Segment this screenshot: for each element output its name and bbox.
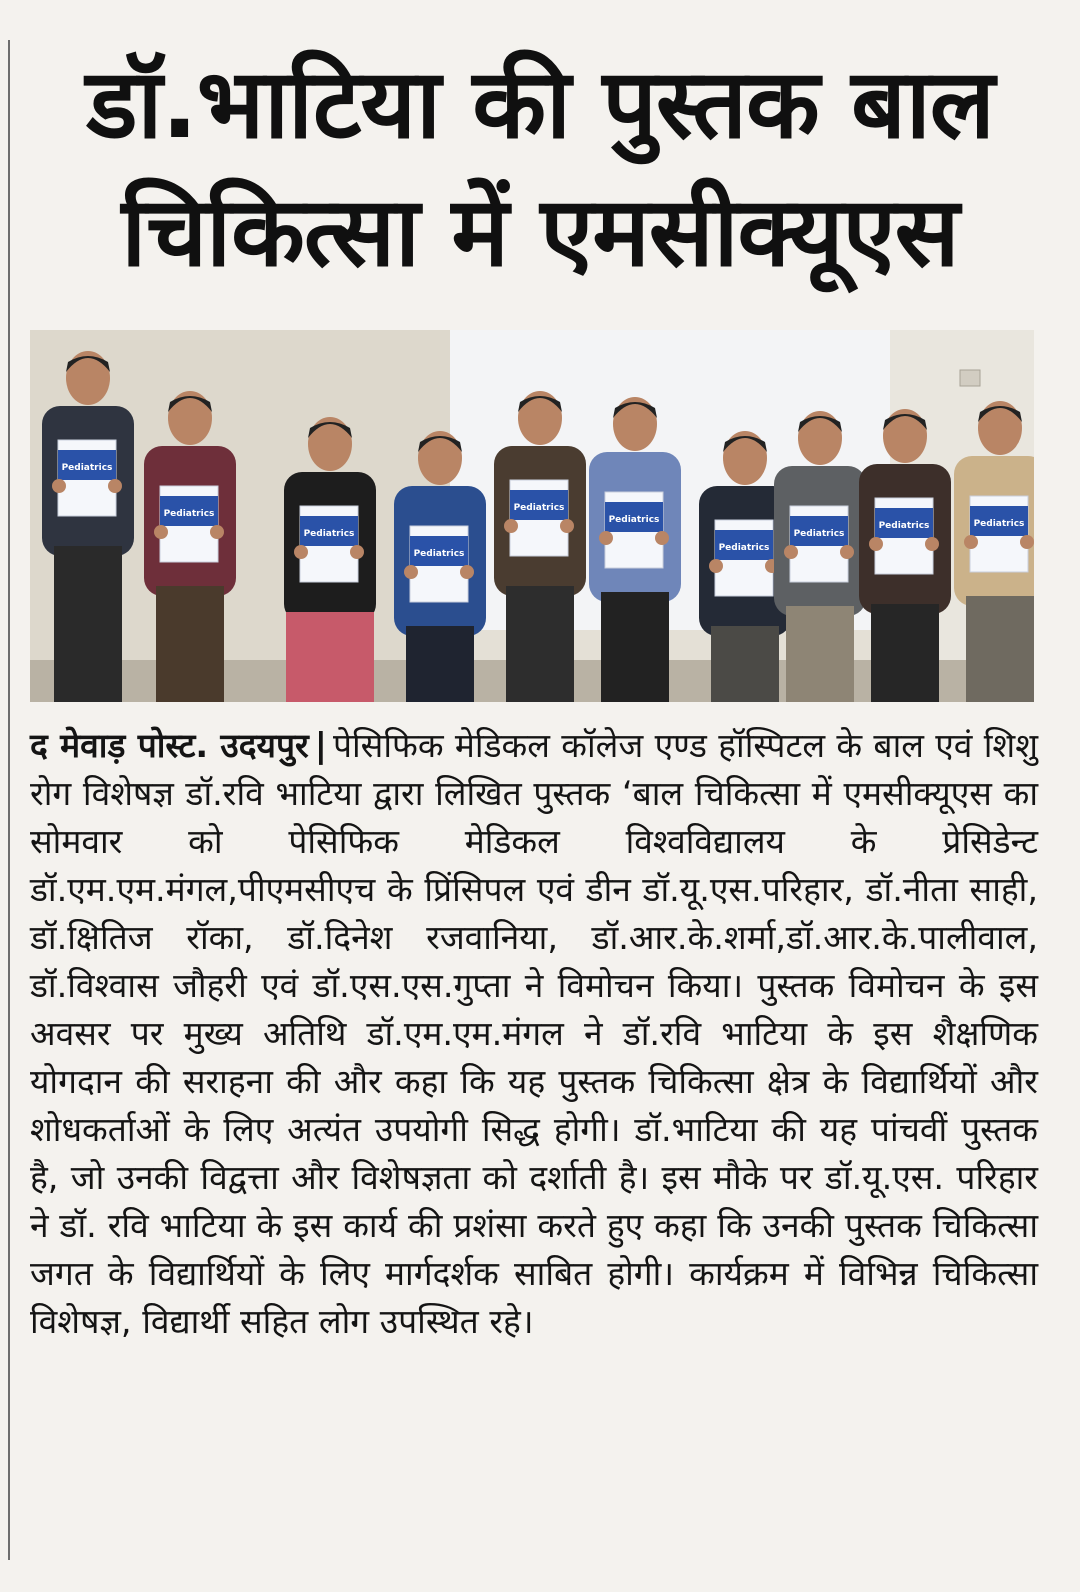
article-text: पेसिफिक मेडिकल कॉलेज एण्ड हॉस्पिटल के बाल एवं शिशु रोग विशेषज्ञ डॉ.रवि भाटिया द्वारा लिखित पुस्तक ‘बाल चिकित्सा में एमसीक्यूएस का सोमवार को पेसिफिक मेडिकल विश्वविद्यालय के प्रेसिडेन्ट डॉ.एम.एम.मंगल,पीएमसीएच के प्रिंसिपल एवं डीन डॉ.यू.एस.परिहार, डॉ.नीता साही, डॉ.क्षितिज रॉका, डॉ.दिनेश रजवानिया, डॉ.आर.के.शर्मा,डॉ.आर.के.पालीवाल, डॉ.विश्वास जौहरी एवं डॉ.एस.एस.गुप्ता ने विमोचन किया। पुस्तक विमोचन के इस अवसर पर मुख्य अतिथि डॉ.एम.एम.मंगल ने डॉ.रवि भाटिया के इस शैक्षणिक योगदान की सराहना की और कहा कि यह पुस्तक चिकित्सा क्षेत्र के विद्यार्थियों और शोधकर्ताओं के लिए अत्यंत उपयोगी सिद्ध होगी। डॉ.भाटिया की यह पांचवीं पुस्तक है, जो उनकी विद्वत्ता और विशेषज्ञता को दर्शाती है। इस मौके पर डॉ.यू.एस. परिहार ने डॉ. रवि भाटिया के इस कार्य की प्रशंसा करते हुए कहा कि उनकी पुस्तक चिकित्सा जगत के विद्यार्थियों के लिए मार्गदर्शक साबित होगी। कार्यक्रम में विभिन्न चिकित्सा विशेषज्ञ, विद्यार्थी सहित लोग उपस्थित रहे। [30, 726, 1038, 1341]
headline-line-1: डॉ.भाटिया की पुस्तक बाल [86, 48, 994, 160]
dateline-separator: | [314, 726, 327, 765]
book-cover-title: Pediatrics [513, 503, 565, 513]
dateline: द मेवाड़ पोस्ट. उदयपुर [30, 726, 309, 765]
book-cover-title: Pediatrics [878, 521, 930, 531]
group-photo-illustration [30, 330, 1034, 702]
book-cover-title: Pediatrics [163, 509, 215, 519]
news-photo [30, 330, 1034, 702]
column-rule [8, 40, 10, 1560]
book-cover-title: Pediatrics [303, 529, 355, 539]
headline-line-2: चिकित्सा में एमसीक्यूएस [121, 176, 959, 288]
book-cover-title: Pediatrics [793, 529, 845, 539]
book-cover-title: Pediatrics [608, 515, 660, 525]
book-cover-title: Pediatrics [973, 519, 1025, 529]
book-cover-title: Pediatrics [413, 549, 465, 559]
book-cover-title: Pediatrics [718, 543, 770, 553]
headline [20, 40, 1060, 296]
book-cover-title: Pediatrics [61, 463, 113, 473]
article-body [30, 722, 1038, 1346]
